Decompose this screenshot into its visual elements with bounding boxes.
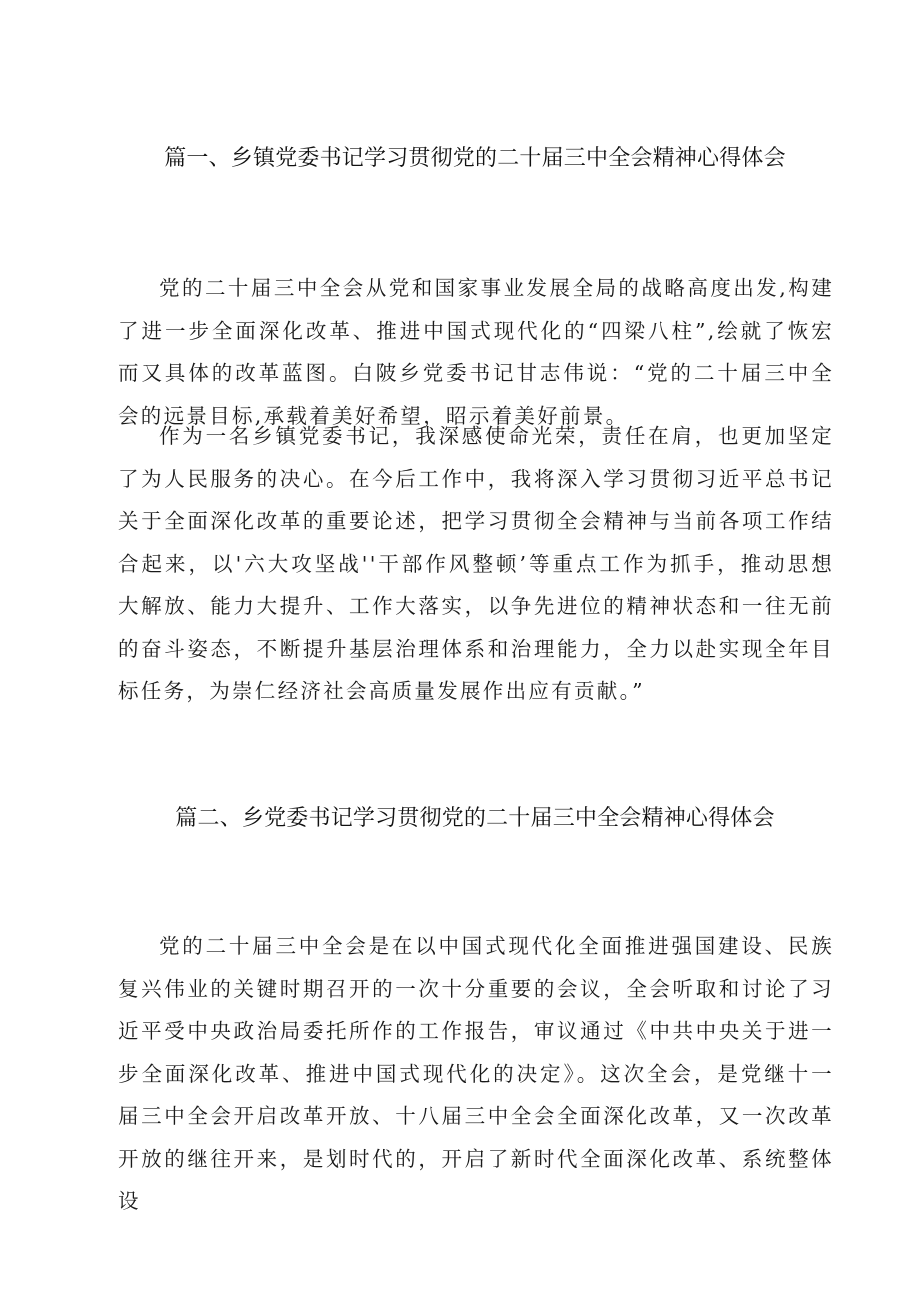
- section-title-1: 篇一、乡镇党委书记学习贯彻党的二十届三中全会精神心得体会: [164, 146, 786, 171]
- section-1-paragraph-1: 党的二十届三中全会从党和国家事业发展全局的战略高度出发,构建了进一步全面深化改革、推进中国式现代化的“四梁八柱”,绘就了恢宏而又具体的改革蓝图。白陂乡党委书记甘志伟说：“党的二十届三中全会的远景目标,承载着美好希望，昭示着美好前景。: [118, 276, 834, 428]
- section-2-paragraph-1: 党的二十届三中全会是在以中国式现代化全面推进强国建设、民族复兴伟业的关键时期召开的一次十分重要的会议，全会听取和讨论了习近平受中央政治局委托所作的工作报告，审议通过《中共中央关于进一步全面深化改革、推进中国式现代化的决定》。这次全会，是党继十一届三中全会开启改革开放、十八届三中全会全面深化改革，又一次改革开放的继往开来，是划时代的，开启了新时代全面深化改革、系统整体设: [118, 934, 834, 1213]
- section-1-paragraph-2: 作为一名乡镇党委书记，我深感使命光荣，责任在肩，也更加坚定了为人民服务的决心。在今后工作中，我将深入学习贯彻习近平总书记关于全面深化改革的重要论述，把学习贯彻全会精神与当前各项工作结合起来，以'六大攻坚战''干部作风整顿’等重点工作为抓手，推动思想大解放、能力大提升、工作大落实，以争先进位的精神状态和一往无前的奋斗姿态，不断提升基层治理体系和治理能力，全力以赴实现全年目标任务，为崇仁经济社会高质量发展作出应有贡献。”: [118, 424, 834, 703]
- section-title-2: 篇二、乡党委书记学习贯彻党的二十届三中全会精神心得体会: [175, 806, 775, 831]
